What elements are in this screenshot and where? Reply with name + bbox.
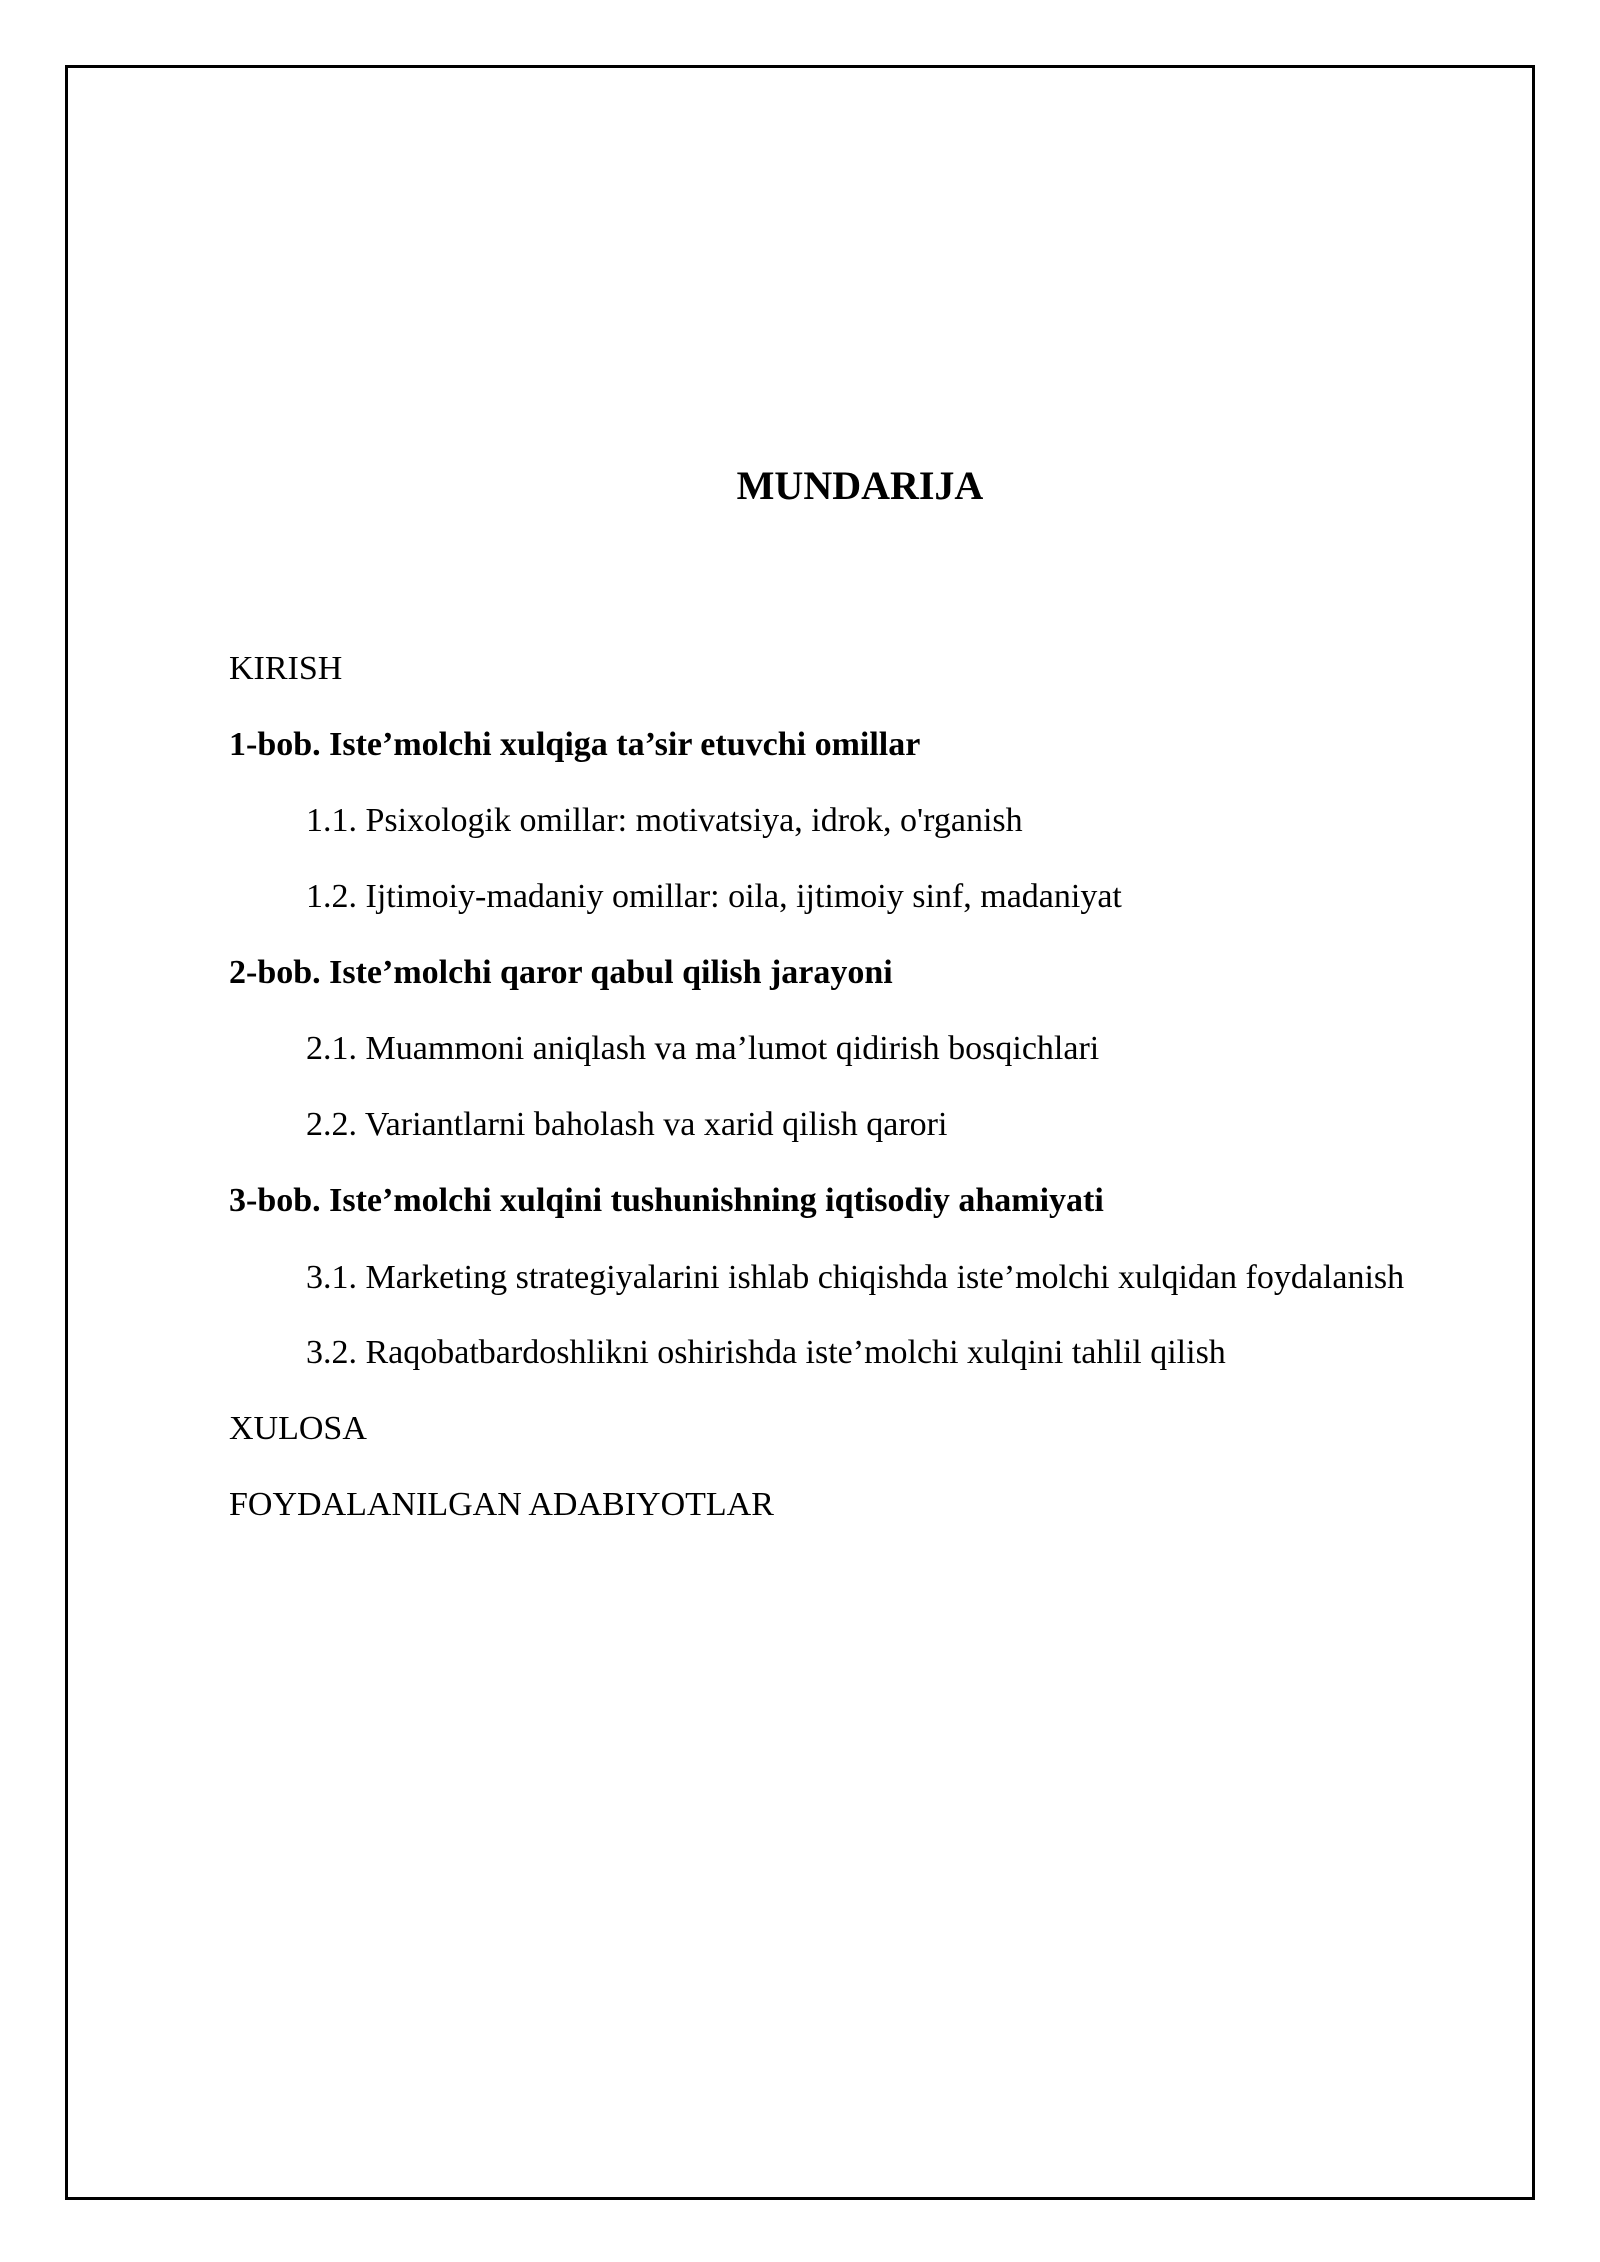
- toc-chapter-1: 1-bob. Iste’molchi xulqiga ta’sir etuvchi omillar: [229, 726, 921, 763]
- toc-section-3-1: 3.1. Marketing strategiyalarini ishlab chiqishda iste’molchi xulqidan foydalanish: [306, 1259, 1405, 1296]
- toc-chapter-3: 3-bob. Iste’molchi xulqini tushunishning iqtisodiy ahamiyati: [229, 1182, 1104, 1219]
- toc-section-1-2: 1.2. Ijtimoiy-madaniy omillar: oila, ijtimoiy sinf, madaniyat: [306, 878, 1122, 915]
- toc-chapter-2: 2-bob. Iste’molchi qaror qabul qilish jarayoni: [229, 954, 893, 991]
- page-title: MUNDARIJA: [736, 463, 984, 508]
- table-of-contents: [229, 638, 1405, 1550]
- toc-section-2-1: 2.1. Muammoni aniqlash va ma’lumot qidirish bosqichlari: [306, 1030, 1100, 1067]
- toc-entry-conclusion: XULOSA: [229, 1410, 367, 1447]
- toc-section-3-2: 3.2. Raqobatbardoshlikni oshirishda iste’molchi xulqini tahlil qilish: [306, 1334, 1226, 1371]
- toc-section-1-1: 1.1. Psixologik omillar: motivatsiya, idrok, o'rganish: [306, 802, 1023, 839]
- toc-entry-introduction: KIRISH: [229, 650, 343, 687]
- toc-entry-references: FOYDALANILGAN ADABIYOTLAR: [229, 1486, 774, 1523]
- toc-section-2-2: 2.2. Variantlarni baholash va xarid qilish qarori: [306, 1106, 948, 1143]
